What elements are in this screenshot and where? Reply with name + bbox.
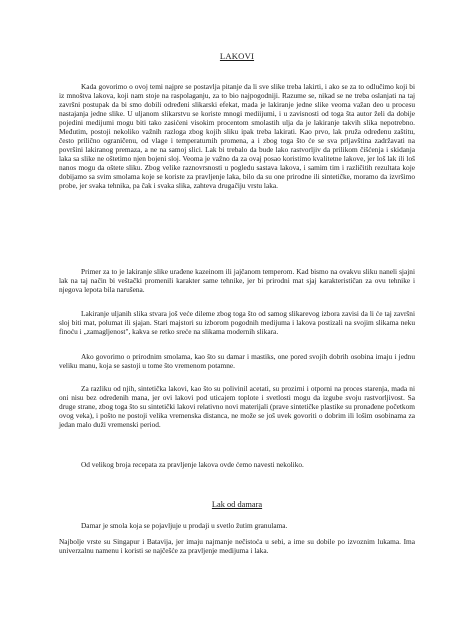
- paragraph-intro: Kada govorimo o ovoj temi najpre se postavlja pitanje da li sve slike treba lakirti, i ako se za to odlučimo koji bi iz mnoštva lakova, koji nam stoje na raspolaganju, za to bio najpogodniji. Razume se, nikad se ne treba oslanjati na taj završni postupak da bi smo dobili određeni slikarski efekat, mada je lakiranje jedne slike veoma važan deo u procesu nastajanja jedne slike. U uljanom slikarstvu se koriste mnogi mediijumi, i u zavisnosti od toga šta autor želi da dobije pojedini medijumi mogu biti tako zasićeni visokim procentom smolastih ulja da je lakiranje takvih slika nepotrebno. Međutim, postoji nekoliko važnih razloga zbog kojih sliku ipak treba lakirati. Kao prvo, lak pruža određenu zaštitu, često prilično ograničenu, od vlage i temperaturnih promena, a i zbog toga što će se sva prljavština zadržavati na površini lakiranog premaza, a ne na samoj slici. Lak bi trebalo da bude lako rastvorljiv da prilikom čišćenja i skidanja laka sa slike ne oštetimo njen bojeni sloj. Veoma je važno da za ovaj posao koristimo kvalitetne lakove, jer loš lak ili loš nanos mogu da oštete sliku. Zbog velike raznovrsnosti u pogledu sastava lakova, i samim tim i različitih rezultata koje dobijamo sa svim smolama koje se koriste za pravljenje laka, bilo da su one prirodne ili sintetičke, moramo da izvršimo probe, jer svaka tehnika, pa čak i svaka slika, zahteva drugačiju vrstu laka.: [59, 82, 415, 190]
- paragraph-recipes-intro: Od velikog broja recepata za pravljenje lakova ovde ćemo navesti nekoliko.: [81, 460, 304, 469]
- document-title: LAKOVI: [219, 51, 255, 61]
- paragraph-damar-types: Najbolje vrste su Singapur i Batavija, jer imaju najmanje nečistoća u sebi, a ime su dobile po izvoznim lukama. Ima univerzalnu namenu i koristi se najčešće za pravljenje medijuma i laka.: [59, 537, 415, 555]
- paragraph-synthetic-varnish: Za razliku od njih, sintetička lakovi, kao što su polivinil acetati, su prozirni i otporni na proces starenja, mada ni oni nisu bez određenih mana, jer ovi lakovi pod uticajem toplote i svetlosti mogu da izgube svoju rastvorljivost. Sa druge strane, zbog toga što su sintetički lakovi relativno novi materijali (prave sintetičke plastike su pronađene početkom ovog veka), i pošto ne postoji velika vremenska distanca, ne može se još uvek govoriti o dobrim ili lošim osobinama za jedan malo duži vremenski period.: [59, 384, 415, 429]
- paragraph-damar-granules: Damar je smola koja se pojavljuje u prodaji u svetlo žutim granulama.: [81, 521, 288, 530]
- paragraph-tempera: Primer za to je lakiranje slike urađene kazeinom ili jajčanom temperom. Kad bismo na ovakvu sliku naneli sjajni lak na taj način bi veštački promenili karakter same tehnike, jer bi prirodni mat sjaj karakterističan za ovu tehnike i njegova lepota bila narušena.: [59, 267, 415, 294]
- paragraph-natural-resins: Ako govorimo o prirodnim smolama, kao što su damar i mastiks, one pored svojih dobrih osobina imaju i jednu veliku manu, koja se sastoji u tome što vremenom potamne.: [59, 352, 415, 370]
- section-subheading: Lak od damara: [211, 500, 263, 509]
- paragraph-oil-varnish: Lakiranje uljanih slika stvara još veće dileme zbog toga što od samog slikarevog izbora zavisi da li će taj završni sloj biti mat, polumat ili sjajan. Stari majstori su izborom pogodnih medijuma i lakova postizali na svojim slikama neku finoću i „zamagljenost", kakva se retko sreće na slikama modernih slikara.: [59, 309, 415, 336]
